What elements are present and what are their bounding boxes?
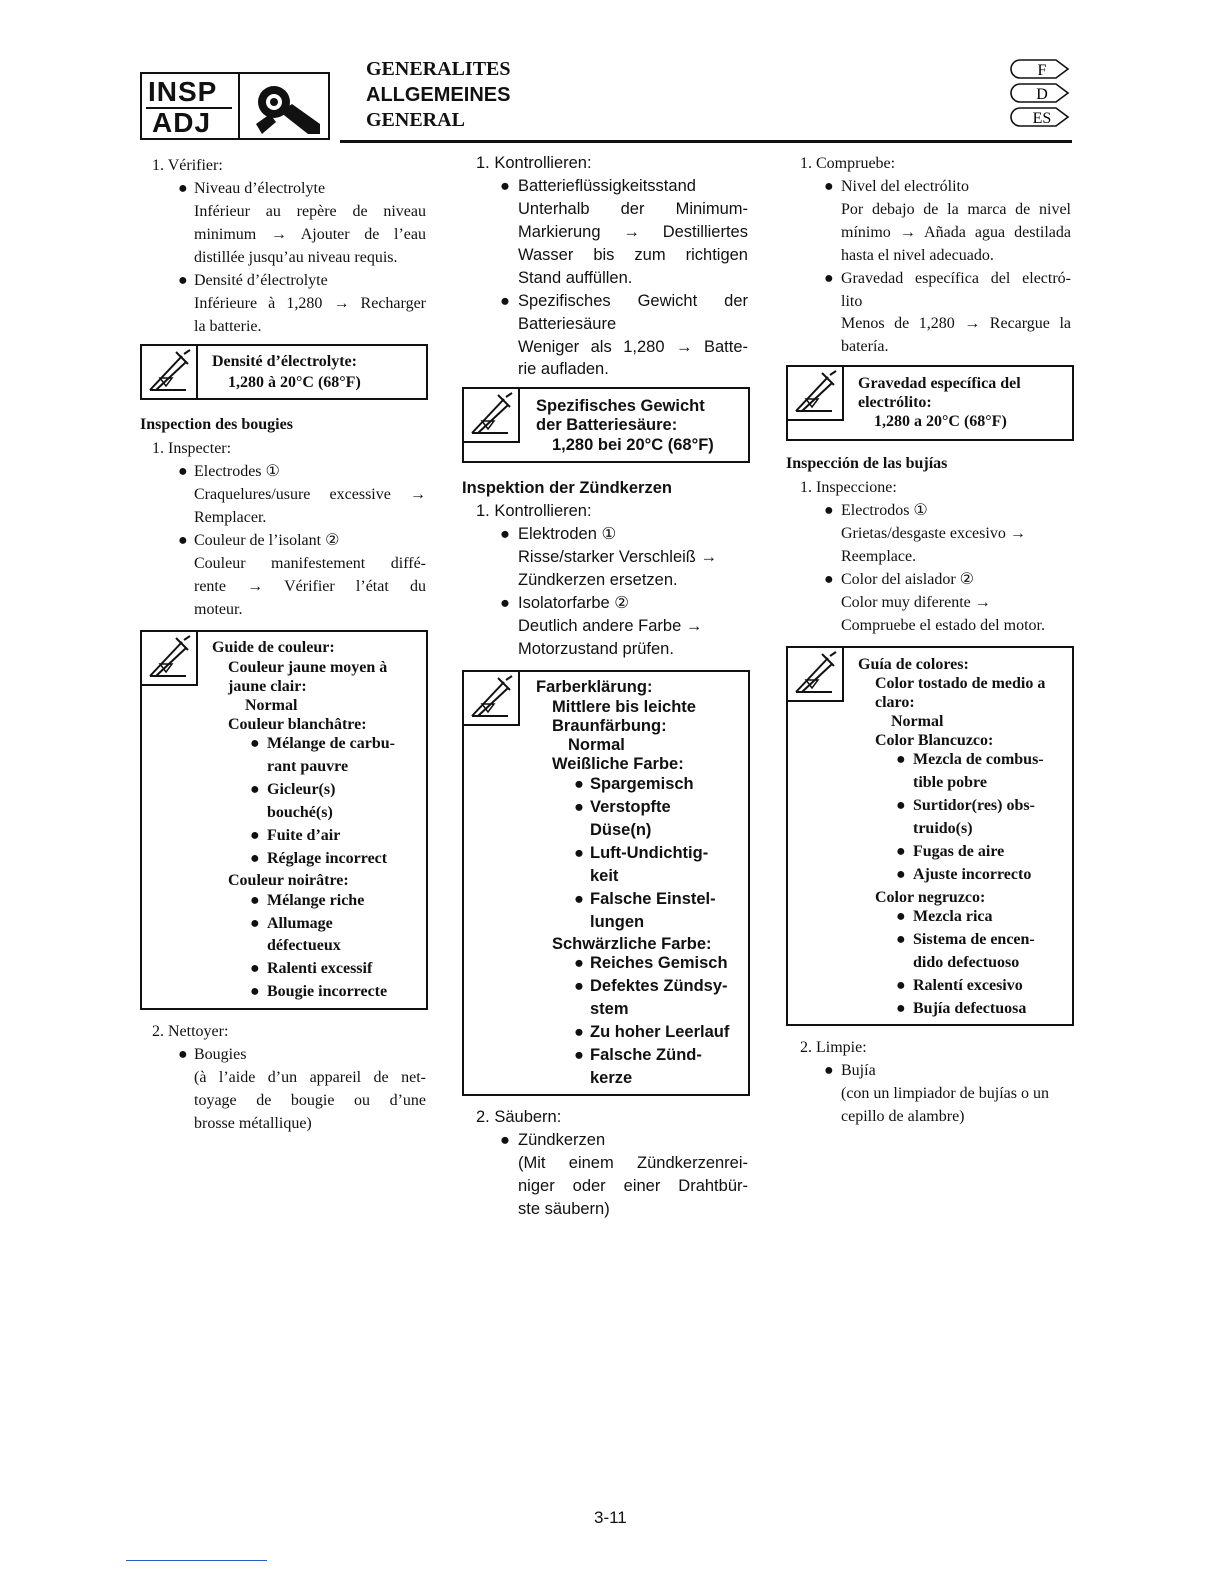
es-guide-text: Ralentí excesivo	[913, 977, 1023, 994]
es-guide-bullet: ●	[896, 797, 906, 814]
fr-guide-text: Mélange de carbu-	[267, 735, 395, 752]
de-item: Elektroden ①	[518, 525, 617, 543]
fr-text: la batterie.	[194, 318, 262, 335]
es-text: (con un limpiador de bujías o un	[841, 1085, 1049, 1102]
fr-guide-text: Gicleur(s)	[267, 781, 336, 798]
caliper-icon	[142, 346, 198, 400]
es-guide-text: Mezcla de combus-	[913, 751, 1044, 768]
de-guide-text: Luft-Undichtig-	[590, 844, 709, 862]
de-guide-bullet: ●	[574, 954, 584, 972]
caliper-icon	[464, 389, 520, 443]
de-text: ste säubern)	[518, 1200, 610, 1218]
caliper-icon	[464, 672, 520, 726]
de-guide-text: Weißliche Farbe:	[552, 755, 684, 773]
fr-guide-bullet: ●	[250, 850, 260, 867]
es-text: mínimo → Añada agua destilada	[841, 224, 1071, 241]
de-text: Deutlich andere Farbe →	[518, 617, 703, 635]
fr-color-guide-box	[140, 630, 428, 1010]
fr-guide-text: Mélange riche	[267, 892, 365, 909]
fr-text: moteur.	[194, 601, 243, 618]
es-guide-bullet: ●	[896, 931, 906, 948]
de-text: Markierung → Destilliertes	[518, 223, 748, 241]
es-guide-bullet: ●	[896, 908, 906, 925]
caliper-icon	[142, 632, 198, 686]
es-text: Grietas/desgaste excesivo →	[841, 525, 1026, 542]
fr-text: rente → Vérifier l’état du	[194, 578, 426, 595]
caliper-icon	[788, 648, 844, 702]
fr-item: Bougies	[194, 1046, 247, 1063]
es-item: Nivel del electrólito	[841, 178, 969, 195]
es-guide-bullet: ●	[896, 751, 906, 768]
es-guide-bullet: ●	[896, 843, 906, 860]
fr-text: Craquelures/usure excessive →	[194, 486, 426, 503]
de-item: Batterieflüssigkeitsstand	[518, 177, 696, 195]
es-guide-text: Color tostado de medio a	[875, 675, 1046, 692]
fr-step-1: 1. Vérifier:	[152, 157, 223, 174]
es-spec-box-gravity	[786, 365, 1074, 441]
de-text: niger oder einer Drahtbür-	[518, 1177, 748, 1195]
es-bullet: ●	[824, 270, 834, 287]
es-guide-bullet: ●	[896, 977, 906, 994]
fr-spec-label: Densité d’électrolyte:	[212, 353, 357, 370]
de-color-guide-box	[462, 670, 750, 1096]
fr-guide-title: Guide de couleur:	[212, 639, 335, 656]
fr-bullet: ●	[178, 463, 188, 480]
fr-guide-bullet: ●	[250, 892, 260, 909]
fr-guide-text: Allumage	[267, 915, 333, 932]
de-guide-bullet: ●	[574, 1023, 584, 1041]
es-text: Reemplace.	[841, 548, 917, 565]
lang-es-badge	[1010, 106, 1070, 128]
de-step-1: 1. Kontrollieren:	[476, 154, 592, 172]
es-text: Color muy diferente →	[841, 594, 991, 611]
de-bullet: ●	[500, 1131, 510, 1149]
de-guide-text: Defektes Zündsy-	[590, 977, 728, 995]
es-text: Compruebe el estado del motor.	[841, 617, 1045, 634]
fr-guide-bullet: ●	[250, 915, 260, 932]
fr-guide-bullet: ●	[250, 960, 260, 977]
es-spec-label: electrólito:	[858, 394, 932, 411]
lang-f-badge	[1010, 58, 1070, 80]
wrench-gauge-icon	[246, 78, 324, 136]
fr-text: toyage de bougie ou d’une	[194, 1092, 426, 1109]
es-text: batería.	[841, 338, 889, 355]
fr-step-2: 2. Nettoyer:	[152, 1023, 229, 1040]
de-spec-label: Spezifisches Gewicht	[536, 397, 705, 415]
fr-guide-text: jaune clair:	[228, 678, 307, 695]
de-text: Zündkerzen ersetzen.	[518, 571, 678, 589]
es-section-title: Inspección de las bujías	[786, 455, 948, 472]
fr-text: Inférieure à 1,280 → Recharger	[194, 295, 426, 312]
fr-guide-text: rant pauvre	[267, 758, 349, 775]
fr-text: minimum → Ajouter de l’eau	[194, 226, 426, 243]
fr-bullet: ●	[178, 180, 188, 197]
de-text: Unterhalb der Minimum-	[518, 200, 748, 218]
de-guide-text: Spargemisch	[590, 775, 694, 793]
section-tab-label-box	[142, 74, 240, 138]
es-text: Menos de 1,280 → Recargue la	[841, 315, 1071, 332]
es-bullet: ●	[824, 1062, 834, 1079]
fr-spec-box-electrolyte	[140, 344, 428, 400]
de-guide-bullet: ●	[574, 1046, 584, 1064]
fr-text: Remplacer.	[194, 509, 267, 526]
es-guide-text: Sistema de encen-	[913, 931, 1035, 948]
de-section-title: Inspektion der Zündkerzen	[462, 479, 672, 497]
header-title-de: ALLGEMEINES	[366, 84, 511, 106]
es-bullet: ●	[824, 571, 834, 588]
es-step-1: 1. Compruebe:	[800, 155, 896, 172]
de-item: Zündkerzen	[518, 1131, 606, 1149]
de-guide-text: stem	[590, 1000, 629, 1018]
de-guide-text: Reiches Gemisch	[590, 954, 728, 972]
lang-d-text: D	[1036, 86, 1048, 103]
es-guide-text: Normal	[891, 713, 944, 730]
tab-adj-label: ADJ	[152, 107, 212, 138]
de-bullet: ●	[500, 594, 510, 612]
de-guide-text: keit	[590, 867, 619, 885]
section-tab	[140, 72, 330, 140]
fr-guide-text: Couleur noirâtre:	[228, 872, 349, 889]
fr-guide-bullet: ●	[250, 735, 260, 752]
de-text: rie aufladen.	[518, 360, 609, 378]
de-guide-text: Falsche Einstel-	[590, 890, 716, 908]
de-guide-bullet: ●	[574, 775, 584, 793]
fr-guide-bullet: ●	[250, 827, 260, 844]
fr-step-1: 1. Inspecter:	[152, 440, 232, 457]
es-spec-label: Gravedad específica del	[858, 375, 1021, 392]
es-step-1: 1. Inspeccione:	[800, 479, 897, 496]
de-step-2: 2. Säubern:	[476, 1108, 562, 1126]
de-guide-text: Zu hoher Leerlauf	[590, 1023, 730, 1041]
es-item: Electrodos ①	[841, 502, 928, 519]
es-text: cepillo de alambre)	[841, 1108, 965, 1125]
de-step-1: 1. Kontrollieren:	[476, 502, 592, 520]
de-item: Isolatorfarbe ②	[518, 594, 630, 612]
fr-bullet: ●	[178, 1046, 188, 1063]
fr-item: Electrodes ①	[194, 463, 280, 480]
de-text: Risse/starker Verschleiß →	[518, 548, 717, 566]
header-title-fr: GENERALITES	[366, 58, 511, 80]
fr-text: brosse métallique)	[194, 1115, 312, 1132]
de-guide-text: Mittlere bis leichte	[552, 698, 696, 716]
fr-section-title: Inspection des bougies	[140, 416, 293, 433]
de-guide-text: Schwärzliche Farbe:	[552, 935, 712, 953]
fr-guide-text: Normal	[245, 697, 298, 714]
es-guide-text: Bujía defectuosa	[913, 1000, 1027, 1017]
fr-item: Niveau d’électrolyte	[194, 180, 326, 197]
es-guide-text: tible pobre	[913, 774, 987, 791]
page-number: 3-11	[594, 1508, 627, 1527]
de-guide-bullet: ●	[574, 798, 584, 816]
de-guide-text: kerze	[590, 1069, 633, 1087]
fr-guide-text: Ralenti excessif	[267, 960, 373, 977]
fr-guide-bullet: ●	[250, 983, 260, 1000]
de-text: Weniger als 1,280 → Batte-	[518, 338, 748, 356]
header-rule	[340, 140, 1072, 143]
fr-guide-text: bouché(s)	[267, 804, 333, 821]
caliper-icon	[788, 367, 844, 421]
fr-guide-text: Fuite d’air	[267, 827, 341, 844]
de-guide-text: Braunfärbung:	[552, 717, 667, 735]
de-guide-text: Normal	[568, 736, 625, 754]
fr-spec-value: 1,280 à 20°C (68°F)	[228, 374, 361, 391]
fr-guide-text: Couleur jaune moyen à	[228, 659, 388, 676]
header-title-es: GENERAL	[366, 109, 465, 131]
es-text: Por debajo de la marca de nivel	[841, 201, 1071, 218]
de-guide-text: lungen	[590, 913, 645, 931]
es-guide-text: Ajuste incorrecto	[913, 866, 1032, 883]
de-guide-bullet: ●	[574, 890, 584, 908]
tab-insp-label: INSP	[148, 76, 218, 107]
es-bullet: ●	[824, 178, 834, 195]
fr-guide-text: Couleur blanchâtre:	[228, 716, 367, 733]
de-guide-bullet: ●	[574, 844, 584, 862]
fr-guide-text: Bougie incorrecte	[267, 983, 388, 1000]
fr-guide-bullet: ●	[250, 781, 260, 798]
footer-link-underline	[126, 1560, 267, 1561]
de-bullet: ●	[500, 525, 510, 543]
es-item: Bujía	[841, 1062, 876, 1079]
fr-bullet: ●	[178, 532, 188, 549]
fr-text: Inférieur au repère de niveau	[194, 203, 426, 220]
de-guide-title: Farberklärung:	[536, 678, 653, 696]
lang-es-text: ES	[1032, 110, 1052, 127]
de-text: Stand auffüllen.	[518, 269, 633, 287]
de-bullet: ●	[500, 292, 510, 310]
es-color-guide-box	[786, 646, 1074, 1026]
es-guide-text: dido defectuoso	[913, 954, 1020, 971]
es-step-2: 2. Limpie:	[800, 1039, 867, 1056]
lang-f-text: F	[1037, 62, 1047, 79]
es-guide-text: Color Blancuzco:	[875, 732, 994, 749]
es-guide-text: Fugas de aire	[913, 843, 1005, 860]
fr-text: (à l’aide d’un appareil de net-	[194, 1069, 426, 1086]
fr-guide-text: défectueux	[267, 937, 341, 954]
de-spec-label: der Batteriesäure:	[536, 416, 678, 434]
es-guide-text: claro:	[875, 694, 915, 711]
de-spec-value: 1,280 bei 20°C (68°F)	[552, 436, 714, 454]
es-text: hasta el nivel adecuado.	[841, 247, 994, 264]
es-guide-text: Surtidor(res) obs-	[913, 797, 1035, 814]
fr-item: Densité d’électrolyte	[194, 272, 328, 289]
es-guide-text: Mezcla rica	[913, 908, 993, 925]
es-guide-text: Color negruzco:	[875, 889, 986, 906]
es-spec-value: 1,280 a 20°C (68°F)	[874, 413, 1007, 430]
es-text: lito	[841, 293, 863, 310]
es-guide-text: truido(s)	[913, 820, 973, 837]
de-guide-text: Falsche Zünd-	[590, 1046, 702, 1064]
es-guide-title: Guía de colores:	[858, 656, 969, 673]
es-guide-bullet: ●	[896, 866, 906, 883]
fr-bullet: ●	[178, 272, 188, 289]
de-text: Batteriesäure	[518, 315, 617, 333]
de-text: (Mit einem Zündkerzenrei-	[518, 1154, 748, 1172]
de-text: Wasser bis zum richtigen	[518, 246, 748, 264]
es-guide-bullet: ●	[896, 1000, 906, 1017]
es-item: Color del aislador ②	[841, 571, 974, 588]
fr-guide-text: Réglage incorrect	[267, 850, 388, 867]
de-guide-bullet: ●	[574, 977, 584, 995]
fr-text: distillée jusqu’au niveau requis.	[194, 249, 398, 266]
de-bullet: ●	[500, 177, 510, 195]
de-spec-box-gravity	[462, 387, 750, 463]
de-guide-text: Verstopfte	[590, 798, 671, 816]
fr-text: Couleur manifestement diffé-	[194, 555, 426, 572]
de-item: Spezifisches Gewicht der	[518, 292, 748, 310]
fr-item: Couleur de l’isolant ②	[194, 532, 340, 549]
es-bullet: ●	[824, 502, 834, 519]
de-text: Motorzustand prüfen.	[518, 640, 674, 658]
de-guide-text: Düse(n)	[590, 821, 652, 839]
es-item: Gravedad específica del electró-	[841, 270, 1071, 287]
lang-d-badge	[1010, 82, 1070, 104]
